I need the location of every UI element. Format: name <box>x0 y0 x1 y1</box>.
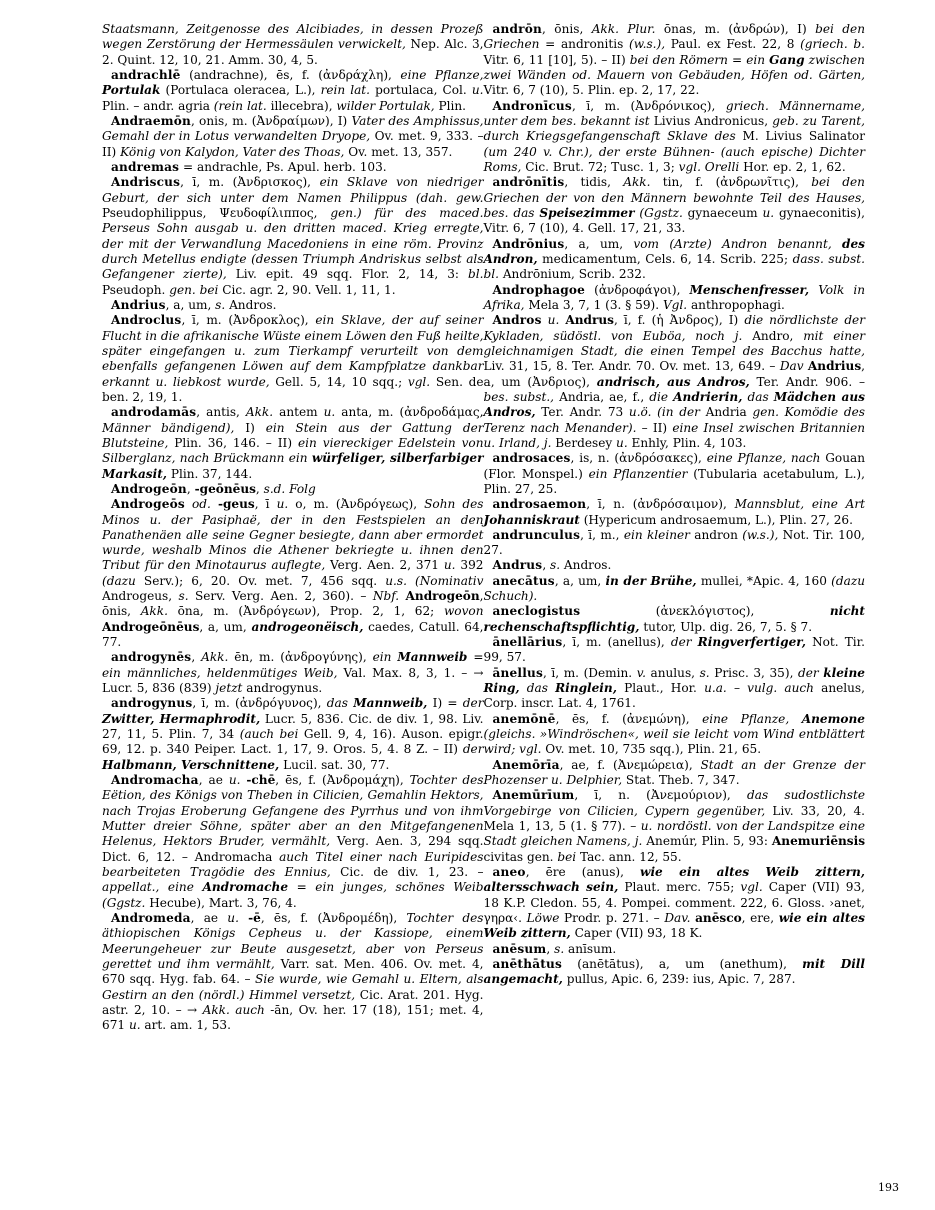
dictionary-entry: ānellus, ī, m. (Demin. v. anulus, s. Prisc. 3, 35), der kleine Ring, das Ringlein, Plaut., Hor. u.a. – vulg. auch anelus, Corp. inscr. Lat. 4, 1761. <box>483 665 865 711</box>
dictionary-entry: andrunculus, ī, m., ein kleiner andron (w.s.), Not. Tir. 100, 27. <box>483 527 866 558</box>
dictionary-entry: aneo, ēre (anus), wie ein altes Weib zittern, altersschwach sein, Plaut. merc. 755; vgl. Caper (VII) 93, 18 K.P. Cledon. 55, 4. Pompei. comment. 222, 6. Gloss. ›anet, γηρα‹. Löwe Prodr. p. 271. – Dav. anēsco, ere, wie ein altes Weib zittern, Caper (VII) 93, 18 K. <box>483 865 866 941</box>
dictionary-entry: Andrus, s. Andros. <box>492 558 612 573</box>
dictionary-entry: Anemōrīa, ae, f. (Ἀνεμώρεια), Stadt an der Grenze der Phozenser u. Delphier, Stat. Theb. 7, 347. <box>483 757 865 788</box>
dictionary-entry: Andrōnius, a, um, vom (Arzte) Andron benannt, des Andron, medicamentum, Cels. 6, 14. Scrib. 225; dass. subst. bl. Andrōnium, Scrib. 232. <box>483 236 866 282</box>
dictionary-entry: anēsum, s. anīsum. <box>492 941 617 956</box>
dictionary-entry: Andromacha, ae u. -chē, ēs, f. (Ἀνδρομάχη), Tochter des Eëtion, des Königs von Theben in Cilicien, Gemahlin Hektors, nach Trojas Eroberung Gefangene des Pyrrhus und von ihm Mutter dreier Söhne, später aber an den Mitgefangenen Helenus, Hektors Bruder, vermählt, Verg. Aen. 3, 294 sqq. Dict. 6, 12. – Andromacha auch Titel einer nach Euripides bearbeiteten Tragödie des Ennius, Cic. de div. 1, 23. – appellat., eine Andromache = ein junges, schönes Weib (Ggstz. Hecube), Mart. 3, 76, 4. <box>102 773 484 910</box>
right-column <box>484 22 866 988</box>
dictionary-entry: Andromeda, ae u. -ē, ēs, f. (Ἀνδρομέδη), Tochter des äthiopischen Königs Cepheus u. der Kassiope, einem Meerungeheuer zur Beute ausgesetzt, aber von Perseus gerettet und ihm vermählt, Varr. sat. Men. 406. Ov. met. 4, 670 sqq. Hyg. fab. 64. – Sie wurde, wie Gemahl u. Eltern, als Gestirn an den (nördl.) Himmel versetzt, Cic. Arat. 201. Hyg. astr. 2, 10. – → Akk. auch -ān, Ov. her. 17 (18), 151; met. 4, 671 u. art. am. 1, 53. <box>102 911 484 1033</box>
dictionary-entry: aneclogistus (ἀνεκλόγιστος), nicht rechenschaftspflichtig, tutor, Ulp. dig. 26, 7, 5. § 7. <box>483 604 865 634</box>
dictionary-entry: Andros u. Andrus, ī, f. (ἡ Ἀνδρος), I) die nördlichste der Kykladen, südöstl. von Euböa, noch j. Andro, mit einer gleichnamigen Stadt, die einen Tempel des Bacchus hatte, Liv. 31, 15, 8. Ter. Andr. 70. Ov. met. 13, 649. – Dav Andrius, a, um (Ἀνδριος), andrisch, aus Andros, Ter. Andr. 906. – bes. subst., Andria, ae, f., die Andrierin, das Mädchen aus Andros, Ter. Andr. 73 u.ö. (in der Andria gen. Komödie des Terenz nach Menander). – II) eine Insel zwischen Britannien u. Irland, j. Berdesey u. Enhly, Plin. 4, 103. <box>483 313 866 450</box>
dictionary-entry: Andriscus, ī, m. (Ἀνδρισκος), ein Sklave von niedriger Geburt, der sich unter dem Namen Philippus (dah. gew. Pseudophilippus, Ψευδοφίλιππος, gen.) für des maced. Perseus Sohn ausgab u. den dritten maced. Krieg erregte, der mit der Verwandlung Macedoniens in eine röm. Provinz durch Metellus endigte (dessen Triumph Andriskus selbst als Gefangener zierte), Liv. epit. 49 sqq. Flor. 2, 14, 3: bl. Pseudoph. gen. bei Cic. agr. 2, 90. Vell. 1, 11, 1. <box>102 175 484 297</box>
dictionary-entry: andrōnītis, tidis, Akk. tin, f. (ἀνδρωνῖτις), bei den Griechen der von den Männern bewohnte Teil des Hauses, bes. das Speisezimmer (Ggstz. gynaeceum u. gynaeconitis), Vitr. 6, 7 (10), 4. Gell. 17, 21, 33. <box>483 175 865 236</box>
dictionary-entry: Androclus, ī, m. (Ἀνδροκλος), ein Sklave, der auf seiner Flucht in die afrikanische Wüste einem Löwen den Fuß heilte, später eingefangen u. zum Tierkampf verurteilt von dem ebenfalls gefangenen Löwen auf dem Kampfplatze dankbar erkannt u. liebkost wurde, Gell. 5, 14, 10 sqq.; vgl. Sen. de ben. 2, 19, 1. <box>102 313 484 404</box>
dictionary-entry: androsaemon, ī, n. (ἀνδρόσαιμον), Mannsblut, eine Art Johanniskraut (Hypericum androsaemum, L.), Plin. 27, 26. <box>483 497 865 527</box>
dictionary-entry: androgynus, ī, m. (ἀνδρόγυνος), das Mannweib, I) = der Zwitter, Hermaphrodit, Lucr. 5, 836. Cic. de div. 1, 98. Liv. 27, 11, 5. Plin. 7, 34 (auch bei Gell. 9, 4, 16). Auson. epigr. 69, 12. p. 340 Peiper. Lact. 1, 17, 9. Oros. 5, 4. 8 Z. – II) der Halbmann, Verschnittene, Lucil. sat. 30, 77. <box>102 696 484 772</box>
dictionary-entry: ānellārius, ī, m. (anellus), der Ringverfertiger, Not. Tir. 99, 57. <box>483 635 865 665</box>
two-column-layout <box>36 22 899 1162</box>
dictionary-entry: Andronīcus, ī, m. (Ἀνδρόνικος), griech. Männername, unter dem bes. bekannt ist Livius Andronicus, geb. zu Tarent, durch Kriegsgefangenschaft Sklave des M. Livius Salinator (um 240 v. Chr.), der erste Bühnen- (auch epische) Dichter Roms, Cic. Brut. 72; Tusc. 1, 3; vgl. Orelli Hor. ep. 2, 1, 62. <box>483 98 865 174</box>
dictionary-entry: anēthātus (anētātus), a, um (anethum), mit Dill angemacht, pullus, Apic. 6, 239: ius, Apic. 7, 287. <box>483 957 865 987</box>
dictionary-entry: androdamās, antis, Akk. antem u. anta, m. (ἀνδροδάμας, Männer bändigend), I) ein Stein aus der Gattung der Blutsteine, Plin. 36, 146. – II) ein viereckiger Edelstein von Silberglanz, nach Brückmann ein würfeliger, silberfarbiger Markasit, Plin. 37, 144. <box>102 405 484 481</box>
left-column <box>102 22 484 1034</box>
page-number: 193 <box>878 1181 899 1194</box>
dictionary-entry: Staatsmann, Zeitgenosse des Alcibiades, in dessen Prozeß wegen Zerstörung der Hermessäulen verwickelt, Nep. Alc. 3, 2. Quint. 12, 10, 21. Amm. 30, 4, 5. <box>102 22 484 67</box>
dictionary-entry: androsaces, is, n. (ἀνδρόσακες), eine Pflanze, nach Gouan (Flor. Monspel.) ein Pflanzentier (Tubularia acetabulum, L.), Plin. 27, 25. <box>483 451 865 496</box>
dictionary-entry: Anemūrīum, ī, n. (Ἀνεμούριον), das sudostlichste Vorgebirge von Cilicien, Cypern gegenüber, Liv. 33, 20, 4. Mela 1, 13, 5 (1. § 77). – u. nordöstl. von der Landspitze eine Stadt gleichen Namens, j. Anemúr, Plin. 5, 93: Anemuriēnsis civitas gen. bei Tac. ann. 12, 55. <box>483 788 866 864</box>
dictionary-entry: andremas = andrachle, Ps. Apul. herb. 103. <box>111 159 387 174</box>
dictionary-entry: anecātus, a, um, in der Brühe, mullei, *Apic. 4, 160 (dazu Schuch). <box>483 573 865 604</box>
dictionary-entry: Andraemōn, onis, m. (Ἀνδραίμων), I) Vater des Amphissus, Gemahl der in Lotus verwandelten Dryope, Ov. met. 9, 333. – II) König von Kalydon, Vater des Thoas, Ov. met. 13, 357. <box>102 113 484 159</box>
dictionary-entry: anemōnē, ēs, f. (ἀνεμώνη), eine Pflanze, Anemone (gleichs. »Windröschen«, weil sie leicht vom Wind entblättert wird; vgl. Ov. met. 10, 735 sqq.), Plin. 21, 65. <box>483 711 865 757</box>
dictionary-entry: Androgeōs od. -geus, ī u. o, m. (Ἀνδρόγεως), Sohn des Minos u. der Pasiphaë, der in den Festspielen an den Panathenäen alle seine Gegner besiegte, dann aber ermordet wurde, weshalb Minos die Athener bekriegte u. ihnen den Tribut für den Minotaurus auflegte, Verg. Aen. 2, 371 u. 392 (dazu Serv.); 6, 20. Ov. met. 7, 456 sqq. u.s. (Nominativ Androgeus, s. Serv. Verg. Aen. 2, 360). – Nbf. Androgeōn, ōnis, Akk. ōna, m. (Ἀνδρόγεων), Prop. 2, 1, 62; wovon Androgeōnēus, a, um, androgeonëisch, caedes, Catull. 64, 77. <box>102 497 484 650</box>
dictionary-entry: andrachlē (andrachne), ēs, f. (ἀνδράχλη), eine Pflanze, Portulak (Portulaca oleracea, L.), rein lat. portulaca, Col. u. Plin. – andr. agria (rein lat. illecebra), wilder Portulak, Plin. <box>102 67 484 113</box>
dictionary-entry: Androphagoe (ἀνδροφάγοι), Menschenfresser, Volk in Afrika, Mela 3, 7, 1 (3. § 59). Vgl. anthropophagi. <box>483 282 865 312</box>
dictionary-entry: andrōn, ōnis, Akk. Plur. ōnas, m. (ἀνδρών), I) bei den Griechen = andronitis (w.s.), Paul. ex Fest. 22, 8 (griech. b. Vitr. 6, 11 [10], 5). – II) bei den Römern = ein Gang zwischen zwei Wänden od. Mauern von Gebäuden, Höfen od. Gärten, Vitr. 6, 7 (10), 5. Plin. ep. 2, 17, 22. <box>483 22 865 98</box>
dictionary-entry: androgynēs, Akk. ēn, m. (ἀνδρογύνης), ein Mannweib = ein männliches, heldenmütiges Weib, Val. Max. 8, 3, 1. – → Lucr. 5, 836 (839) jetzt androgynus. <box>102 650 484 696</box>
dictionary-entry: Androgeōn, -geōnēus, s.d. Folg <box>111 481 316 496</box>
dictionary-entry: Andrius, a, um, s. Andros. <box>111 297 277 312</box>
